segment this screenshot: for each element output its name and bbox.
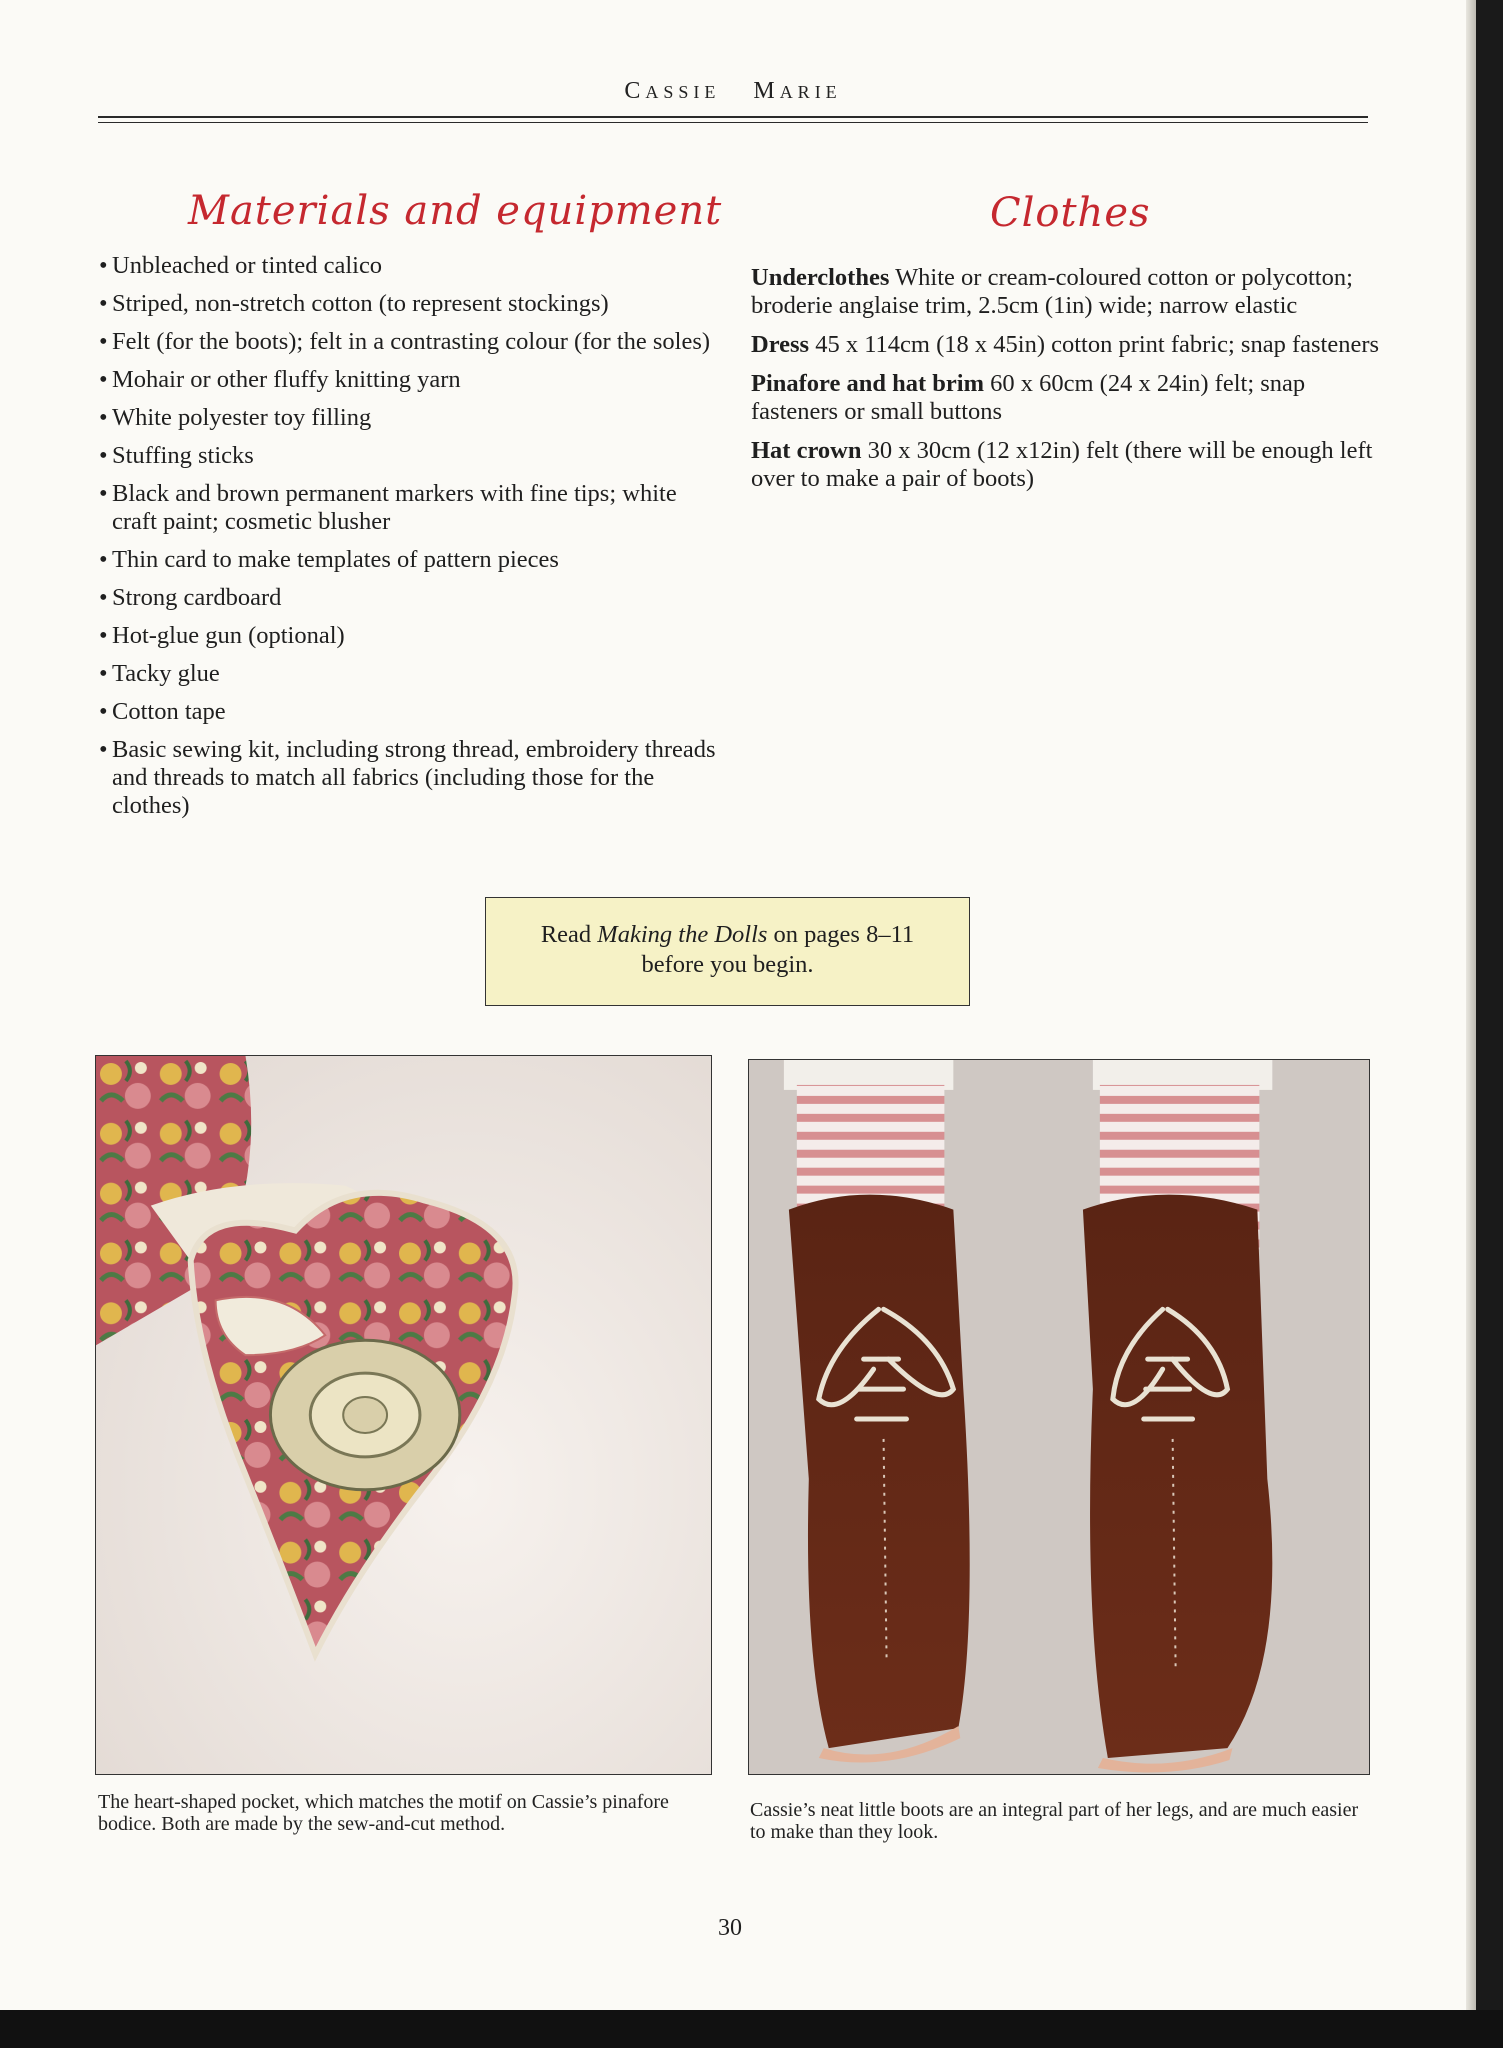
bullet-icon: • <box>99 404 108 431</box>
running-header <box>98 78 1368 105</box>
header-initial-m: M <box>753 78 780 104</box>
list-item <box>98 328 723 356</box>
boots-illustration <box>749 1060 1369 1774</box>
bullet-icon: • <box>99 622 108 649</box>
clothes-text: 30 x 30cm (12 x12in) felt (there will be enough left over to make a pair of boots) <box>751 437 1373 492</box>
list-item <box>98 290 723 318</box>
header-initial-c: C <box>624 78 646 104</box>
header-rest-arie: ARIE <box>779 82 842 102</box>
bullet-icon: • <box>99 584 108 611</box>
bullet-icon: • <box>99 480 108 507</box>
list-item-text: White polyester toy filling <box>112 404 372 431</box>
page-edge <box>1466 0 1476 2010</box>
list-item-text: Tacky glue <box>112 660 220 687</box>
list-item-text: Striped, non-stretch cotton (to represent stockings) <box>112 290 609 317</box>
clothes-text: 60 x 60cm (24 x 24in) felt; snap fasteners or small buttons <box>751 370 1306 425</box>
list-item <box>98 660 723 688</box>
list-item-text: Mohair or other fluffy knitting yarn <box>112 366 461 393</box>
list-item <box>98 584 723 612</box>
list-item-text: Strong cardboard <box>112 584 282 611</box>
list-item <box>98 546 723 574</box>
list-item-text: Stuffing sticks <box>112 442 254 469</box>
list-item <box>98 366 723 394</box>
list-item-text: Cotton tape <box>112 698 226 725</box>
clothes-entry <box>751 331 1396 359</box>
list-item-text: Unbleached or tinted calico <box>112 252 383 279</box>
caption-right: Cassie’s neat little boots are an integral part of her legs, and are much easier to make than they look. <box>750 1799 1359 1843</box>
bullet-icon: • <box>99 442 108 469</box>
scan-border <box>0 2010 1503 2048</box>
list-item-text: Black and brown permanent markers with fine tips; white craft paint; cosmetic blusher <box>112 480 677 535</box>
clothes-entry <box>751 370 1396 426</box>
clothes-entry <box>751 264 1396 320</box>
materials-list <box>98 252 723 830</box>
note-line2: before you begin. <box>641 951 814 978</box>
list-item <box>98 698 723 726</box>
header-rule <box>98 116 1368 118</box>
caption-left: The heart-shaped pocket, which matches the motif on Cassie’s pinafore bodice. Both are made by the sew-and-cut method. <box>98 1791 669 1835</box>
clothes-list <box>751 264 1396 504</box>
bullet-icon: • <box>99 698 108 725</box>
bullet-icon: • <box>99 366 108 393</box>
heart-pocket-illustration <box>96 1056 711 1774</box>
bullet-icon: • <box>99 736 108 763</box>
clothes-term: Dress <box>751 331 810 358</box>
list-item <box>98 622 723 650</box>
bullet-icon: • <box>99 328 108 355</box>
header-rule-thin <box>98 122 1368 123</box>
note-book-title: Making the Dolls <box>597 921 768 948</box>
note-middle: on pages 8–11 <box>767 921 915 948</box>
clothes-text: White or cream-coloured cotton or polycotton; broderie anglaise trim, 2.5cm (1in) wide; narrow elastic <box>751 264 1353 319</box>
list-item <box>98 252 723 280</box>
note-prefix: Read <box>540 921 598 948</box>
list-item-text: Basic sewing kit, including strong thread, embroidery threads and threads to match all fabrics (including those for the clothes) <box>112 736 716 819</box>
note-box <box>485 897 970 1006</box>
page-number: 30 <box>718 1915 742 1941</box>
bullet-icon: • <box>99 252 108 279</box>
clothes-title: Clothes <box>990 190 1151 236</box>
photo-boots <box>748 1059 1370 1775</box>
bullet-icon: • <box>99 290 108 317</box>
list-item <box>98 404 723 432</box>
materials-title: Materials and equipment <box>188 188 723 234</box>
list-item-text: Felt (for the boots); felt in a contrasting colour (for the soles) <box>112 328 711 355</box>
header-rest-assie: ASSIE <box>645 82 721 102</box>
clothes-entry <box>751 437 1396 493</box>
clothes-term: Underclothes <box>751 264 890 291</box>
clothes-term: Pinafore and hat brim <box>751 370 984 397</box>
list-item <box>98 442 723 470</box>
list-item-text: Hot-glue gun (optional) <box>112 622 345 649</box>
list-item-text: Thin card to make templates of pattern pieces <box>112 546 559 573</box>
bullet-icon: • <box>99 546 108 573</box>
clothes-term: Hat crown <box>751 437 862 464</box>
bullet-icon: • <box>99 660 108 687</box>
list-item <box>98 480 723 536</box>
list-item <box>98 736 723 820</box>
clothes-text: 45 x 114cm (18 x 45in) cotton print fabric; snap fasteners <box>815 331 1380 358</box>
photo-heart-pocket <box>95 1055 712 1775</box>
